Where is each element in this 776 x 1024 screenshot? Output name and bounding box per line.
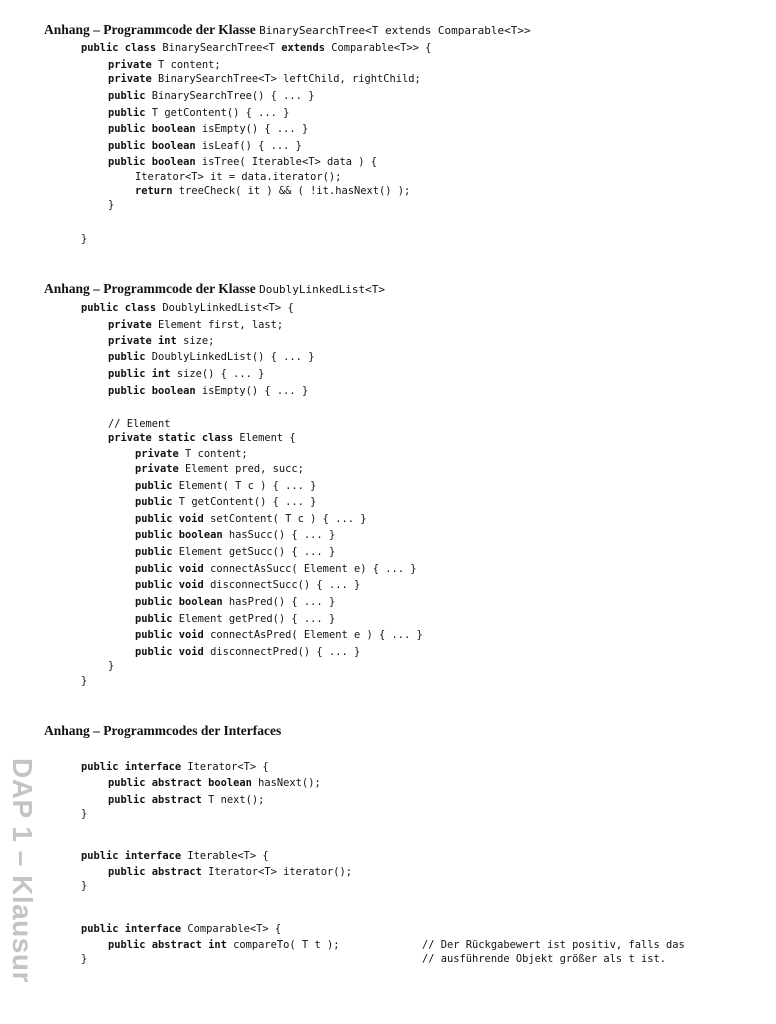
code-text: isLeaf() { ... } — [195, 140, 302, 152]
code-keyword: private — [108, 73, 152, 85]
dll-code-line — [135, 449, 248, 459]
code-keyword: public interface — [81, 761, 182, 773]
section-heading-text: Anhang – Programmcode der Klasse — [44, 22, 256, 37]
compare-comment-line-2: // ausführende Objekt größer als t ist. — [422, 953, 666, 965]
code-keyword: public abstract int — [108, 939, 227, 951]
code-text: Element first, last; — [151, 319, 284, 331]
code-text: Comparable<T> { — [181, 923, 282, 935]
watermark: DAP 1 – Klausur — [7, 758, 38, 983]
code-text: } — [108, 199, 115, 211]
code-text: hasSucc() { ... } — [222, 529, 336, 541]
dll-code-line — [81, 676, 87, 686]
code-keyword: public abstract boolean — [108, 777, 252, 789]
interface-code-line — [81, 762, 269, 772]
dll-code-line — [108, 433, 296, 443]
code-keyword: public boolean — [108, 140, 196, 152]
bst-code-line — [81, 43, 431, 53]
code-keyword: public void — [135, 629, 204, 641]
code-text: disconnectSucc() { ... } — [203, 579, 361, 591]
code-text: Iterator<T> { — [181, 761, 269, 773]
code-keyword: public void — [135, 563, 204, 575]
code-keyword: public — [135, 480, 173, 492]
code-keyword: public int — [108, 368, 171, 380]
section-heading-interfaces — [44, 724, 281, 738]
code-text: // Element — [108, 418, 171, 430]
code-keyword: public class — [81, 42, 157, 54]
dll-code-line — [135, 497, 316, 507]
code-text: } — [81, 880, 88, 892]
bst-code-line — [135, 186, 410, 196]
code-text: BinarySearchTree<T> leftChild, rightChild; — [151, 73, 421, 85]
code-keyword: public void — [135, 646, 204, 658]
code-text: treeCheck( it ) && ( !it.hasNext() ); — [172, 185, 411, 197]
code-keyword: extends — [281, 42, 325, 54]
interface-code-line — [81, 809, 87, 819]
section-heading-code: DoublyLinkedList<T> — [259, 283, 385, 296]
dll-code-line — [81, 303, 294, 313]
dll-code-line — [135, 464, 304, 474]
code-text: T getContent() { ... } — [145, 107, 290, 119]
dll-code-line — [108, 661, 114, 671]
bst-code-line — [108, 108, 289, 118]
code-text: BinarySearchTree() { ... } — [145, 90, 315, 102]
code-text: DoublyLinkedList() { ... } — [145, 351, 315, 363]
compare-comment-line-1: // Der Rückgabewert ist positiv, falls das — [422, 939, 685, 951]
bst-code-line — [108, 141, 302, 151]
bst-code-line — [108, 74, 421, 84]
bst-code-line — [108, 60, 221, 70]
code-text: T content; — [151, 59, 221, 71]
code-keyword: private — [108, 59, 152, 71]
interface-code-line — [81, 924, 281, 934]
bst-code-line — [108, 157, 377, 167]
dll-code-line — [135, 614, 335, 624]
code-text: DoublyLinkedList<T> { — [156, 302, 294, 314]
interface-code-line — [108, 940, 339, 950]
code-text: isTree( Iterable<T> data ) { — [195, 156, 378, 168]
dll-code-line — [135, 630, 423, 640]
code-text: setContent( T c ) { ... } — [203, 513, 367, 525]
code-text: } — [81, 808, 88, 820]
bst-code-line — [108, 91, 314, 101]
interface-code-line — [108, 867, 352, 877]
dll-code-line — [135, 547, 335, 557]
code-text: Element pred, succ; — [178, 463, 304, 475]
code-keyword: public boolean — [135, 529, 223, 541]
code-text: T getContent() { ... } — [172, 496, 317, 508]
code-text: disconnectPred() { ... } — [203, 646, 361, 658]
dll-code-line — [135, 530, 335, 540]
code-text: T next(); — [201, 794, 265, 806]
dll-code-line — [108, 352, 314, 362]
bst-code-line — [108, 200, 114, 210]
code-keyword: public class — [81, 302, 157, 314]
code-keyword: public — [108, 351, 146, 363]
code-text: Comparable<T>> { — [325, 42, 432, 54]
code-text: Element { — [233, 432, 296, 444]
code-keyword: public boolean — [108, 385, 196, 397]
code-text: Iterable<T> { — [181, 850, 269, 862]
code-keyword: public — [135, 613, 173, 625]
code-keyword: public boolean — [108, 123, 196, 135]
code-keyword: public abstract — [108, 794, 202, 806]
dll-code-line — [108, 369, 264, 379]
code-text: size; — [176, 335, 215, 347]
interface-code-line — [81, 851, 269, 861]
interface-code-line — [81, 881, 87, 891]
dll-code-line — [108, 386, 308, 396]
code-text: hasNext(); — [251, 777, 321, 789]
dll-code-line — [108, 336, 214, 346]
code-text: Iterator<T> it = data.iterator(); — [135, 171, 342, 183]
code-text: isEmpty() { ... } — [195, 123, 309, 135]
code-text: Iterator<T> iterator(); — [201, 866, 352, 878]
code-keyword: private — [108, 319, 152, 331]
section-heading-dll — [44, 282, 385, 296]
dll-code-line — [135, 597, 335, 607]
bst-code-line — [81, 234, 87, 244]
code-text: Element getSucc() { ... } — [172, 546, 336, 558]
code-keyword: private int — [108, 335, 177, 347]
code-keyword: public — [108, 107, 146, 119]
section-heading-text: Anhang – Programmcode der Klasse — [44, 281, 256, 296]
code-keyword: private — [135, 448, 179, 460]
code-text: T content; — [178, 448, 248, 460]
dll-code-line — [108, 320, 283, 330]
code-keyword: public void — [135, 513, 204, 525]
section-heading-text: Anhang – Programmcodes der Interfaces — [44, 723, 282, 738]
dll-code-line — [135, 647, 360, 657]
code-keyword: public boolean — [135, 596, 223, 608]
code-text: compareTo( T t ); — [226, 939, 340, 951]
code-keyword: public boolean — [108, 156, 196, 168]
code-keyword: public — [135, 496, 173, 508]
code-text: Element getPred() { ... } — [172, 613, 336, 625]
code-text: connectAsSucc( Element e) { ... } — [203, 563, 417, 575]
code-text: Element( T c ) { ... } — [172, 480, 317, 492]
dll-code-line — [135, 514, 366, 524]
section-heading-bst — [44, 23, 531, 37]
code-keyword: public — [108, 90, 146, 102]
bst-code-line — [135, 172, 341, 182]
code-keyword: public void — [135, 579, 204, 591]
code-keyword: return — [135, 185, 173, 197]
dll-code-line — [135, 564, 417, 574]
section-heading-code: BinarySearchTree<T extends Comparable<T>> — [259, 24, 531, 37]
code-text: } — [108, 660, 115, 672]
code-keyword: public — [135, 546, 173, 558]
code-keyword: public interface — [81, 850, 182, 862]
code-text: BinarySearchTree<T — [156, 42, 282, 54]
code-text: size() { ... } — [170, 368, 265, 380]
code-text: hasPred() { ... } — [222, 596, 336, 608]
code-text: connectAsPred( Element e ) { ... } — [203, 629, 423, 641]
interface-code-line — [108, 778, 321, 788]
bst-code-line — [108, 124, 308, 134]
interface-code-line — [81, 954, 87, 964]
dll-code-line — [135, 481, 316, 491]
dll-code-line — [108, 419, 171, 429]
code-keyword: public abstract — [108, 866, 202, 878]
code-text: } — [81, 953, 88, 965]
code-text: isEmpty() { ... } — [195, 385, 309, 397]
code-text: } — [81, 233, 88, 245]
code-keyword: public interface — [81, 923, 182, 935]
interface-code-line — [108, 795, 264, 805]
dll-code-line — [135, 580, 360, 590]
code-keyword: private — [135, 463, 179, 475]
code-keyword: private static class — [108, 432, 234, 444]
code-text: } — [81, 675, 88, 687]
